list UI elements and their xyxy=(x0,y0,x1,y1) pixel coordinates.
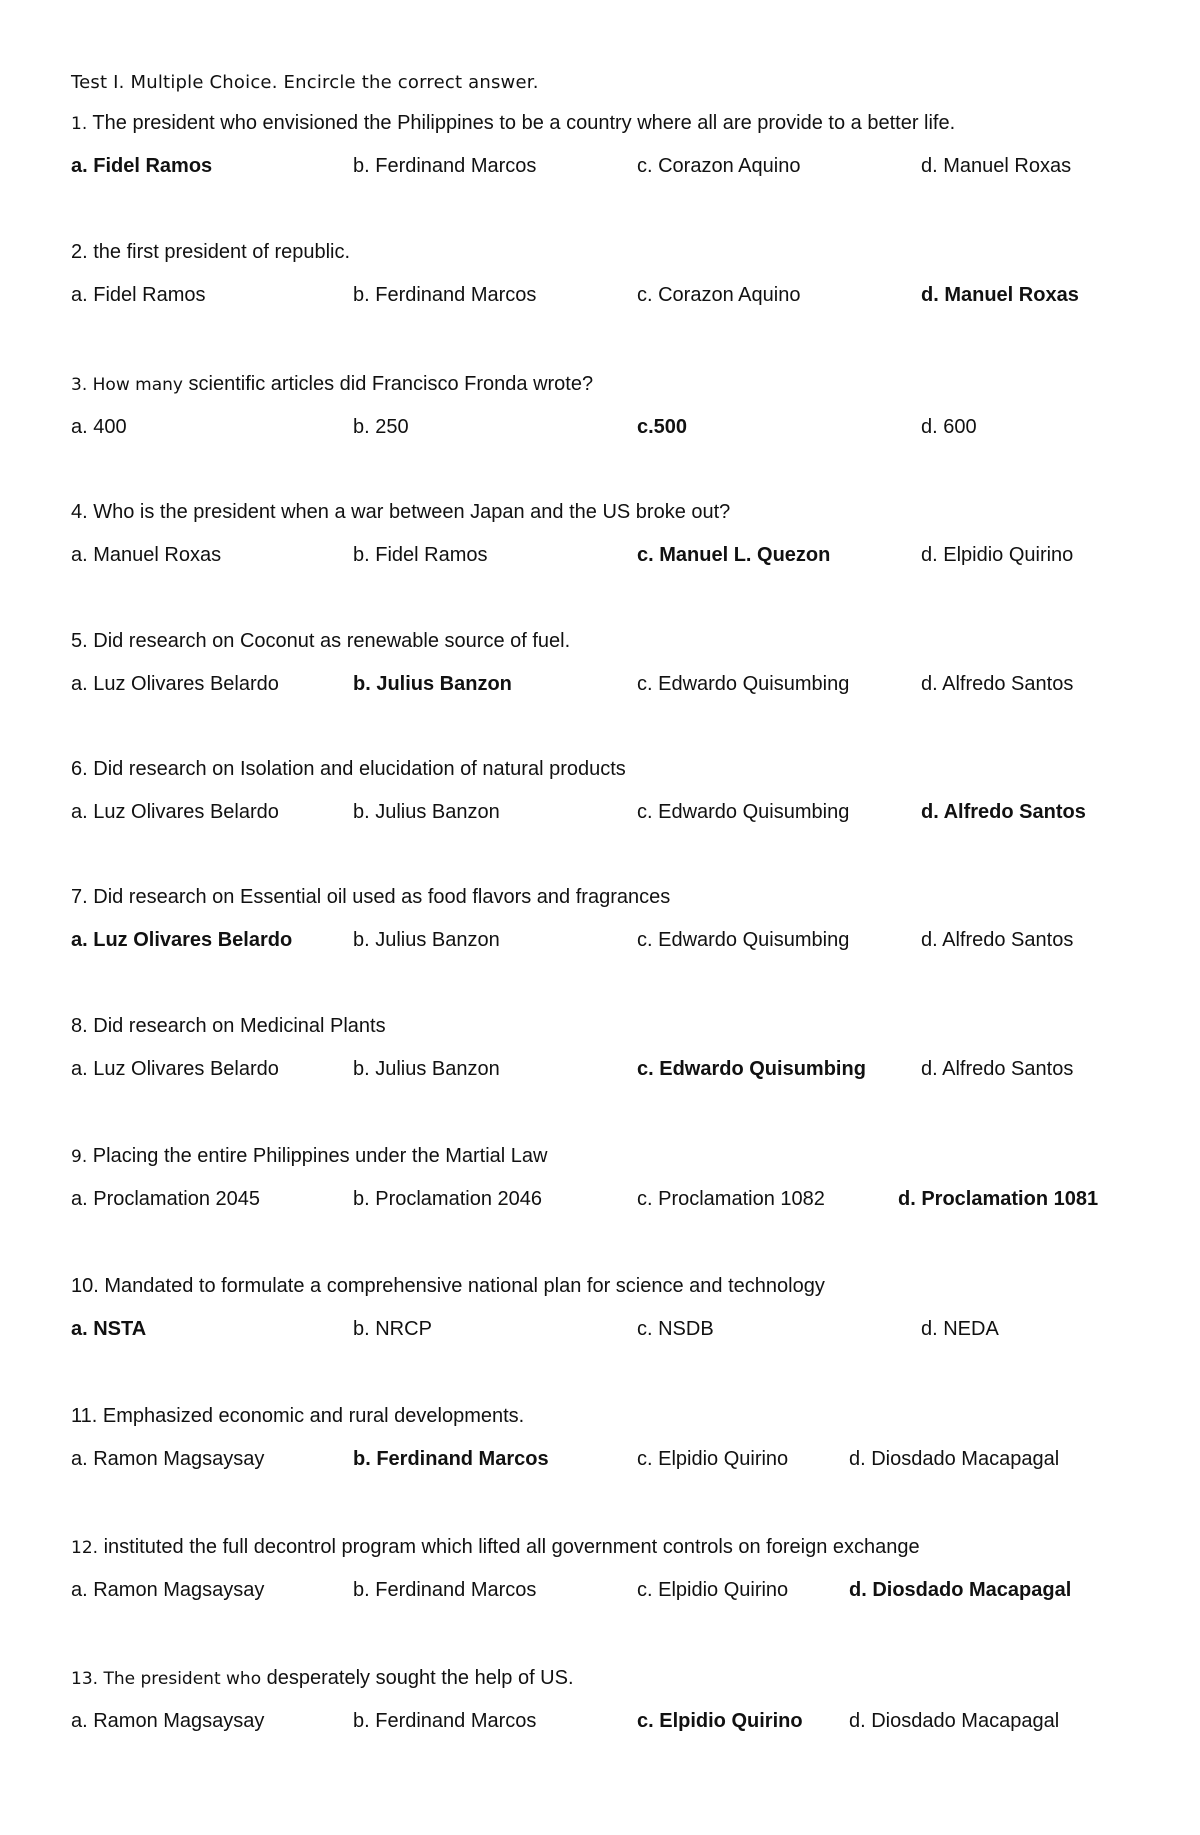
option-d[interactable]: d. Manuel Roxas xyxy=(921,284,1079,306)
option-d[interactable]: d. Alfredo Santos xyxy=(921,673,1074,695)
question-number: 4. xyxy=(71,501,88,523)
option-b[interactable]: b. Fidel Ramos xyxy=(353,544,488,566)
question-text xyxy=(71,886,670,909)
question-body: instituted the full decontrol program which lifted all government controls on foreign exchange xyxy=(98,1536,920,1558)
option-d[interactable]: d. Manuel Roxas xyxy=(921,155,1072,177)
option-a[interactable]: a. Luz Olivares Belardo xyxy=(71,929,293,951)
option-b[interactable]: b. Ferdinand Marcos xyxy=(353,1448,549,1470)
option-c[interactable]: c. Edwardo Quisumbing xyxy=(637,801,850,823)
option-b[interactable]: b. Ferdinand Marcos xyxy=(353,1579,537,1601)
option-a[interactable]: a. Ramon Magsaysay xyxy=(71,1448,265,1470)
question-body: The president who envisioned the Philippines to be a country where all are provide to a better life. xyxy=(87,112,956,134)
question-12 xyxy=(71,1536,1151,1616)
option-a[interactable]: a. Manuel Roxas xyxy=(71,544,222,566)
option-c[interactable]: c. Elpidio Quirino xyxy=(637,1579,789,1601)
option-a[interactable]: a. NSTA xyxy=(71,1318,147,1340)
question-body: Mandated to formulate a comprehensive national plan for science and technology xyxy=(98,1275,825,1297)
question-number: 5. xyxy=(71,630,88,652)
option-d[interactable]: d. Proclamation 1081 xyxy=(898,1188,1099,1210)
question-text xyxy=(71,1536,920,1559)
question-number: 2. xyxy=(71,241,88,263)
question-text xyxy=(71,1145,548,1168)
option-a[interactable]: a. Luz Olivares Belardo xyxy=(71,801,279,823)
question-body: Emphasized economic and rural developments. xyxy=(97,1405,525,1427)
option-a[interactable]: a. Luz Olivares Belardo xyxy=(71,1058,279,1080)
option-b[interactable]: b. Ferdinand Marcos xyxy=(353,155,537,177)
question-1 xyxy=(71,112,1151,192)
option-b[interactable]: b. Julius Banzon xyxy=(353,673,512,695)
question-number: 11. xyxy=(71,1405,98,1427)
question-10 xyxy=(71,1275,1151,1355)
option-c[interactable]: c. Edwardo Quisumbing xyxy=(637,929,850,951)
question-number: 1. xyxy=(71,114,88,134)
option-b[interactable]: b. NRCP xyxy=(353,1318,432,1340)
question-13 xyxy=(71,1667,1151,1747)
question-4 xyxy=(71,501,1151,581)
question-number: 8. xyxy=(71,1015,88,1037)
option-b[interactable]: b. Proclamation 2046 xyxy=(353,1188,543,1210)
question-number: 9. xyxy=(71,1147,88,1167)
option-d[interactable]: d. Alfredo Santos xyxy=(921,801,1086,823)
option-a[interactable]: a. Ramon Magsaysay xyxy=(71,1579,265,1601)
option-d[interactable]: d. NEDA xyxy=(921,1318,999,1340)
question-text xyxy=(71,1015,386,1038)
option-c[interactable]: c.500 xyxy=(637,416,688,438)
test-heading: Test I. Multiple Choice. Encircle the correct answer. xyxy=(71,72,539,93)
option-d[interactable]: d. Diosdado Macapagal xyxy=(849,1579,1072,1601)
question-body: the first president of republic. xyxy=(87,241,351,263)
question-body: Did research on Isolation and elucidation of natural products xyxy=(87,758,626,780)
question-lead: The president who xyxy=(98,1669,262,1689)
question-6 xyxy=(71,758,1151,838)
option-d[interactable]: d. Elpidio Quirino xyxy=(921,544,1074,566)
question-body: Did research on Coconut as renewable source of fuel. xyxy=(87,630,571,652)
option-d[interactable]: d. Alfredo Santos xyxy=(921,1058,1074,1080)
option-a[interactable]: a. Fidel Ramos xyxy=(71,155,213,177)
option-c[interactable]: c. Edwardo Quisumbing xyxy=(637,673,850,695)
option-a[interactable]: a. Ramon Magsaysay xyxy=(71,1710,265,1732)
option-d[interactable]: d. Diosdado Macapagal xyxy=(849,1710,1060,1732)
question-text xyxy=(71,373,593,396)
option-c[interactable]: c. Corazon Aquino xyxy=(637,284,801,306)
question-7 xyxy=(71,886,1151,966)
option-b[interactable]: b. Julius Banzon xyxy=(353,1058,500,1080)
question-3 xyxy=(71,373,1151,453)
question-body: desperately sought the help of US. xyxy=(261,1667,574,1689)
option-c[interactable]: c. Manuel L. Quezon xyxy=(637,544,831,566)
question-number: 7. xyxy=(71,886,88,908)
option-a[interactable]: a. 400 xyxy=(71,416,127,438)
question-number: 6. xyxy=(71,758,88,780)
option-c[interactable]: c. Edwardo Quisumbing xyxy=(637,1058,866,1080)
question-number: 12. xyxy=(71,1538,99,1558)
question-2 xyxy=(71,241,1151,321)
option-b[interactable]: b. Ferdinand Marcos xyxy=(353,284,537,306)
question-text xyxy=(71,241,350,264)
option-b[interactable]: b. Julius Banzon xyxy=(353,929,500,951)
question-8 xyxy=(71,1015,1151,1095)
option-a[interactable]: a. Fidel Ramos xyxy=(71,284,206,306)
option-c[interactable]: c. Elpidio Quirino xyxy=(637,1710,803,1732)
question-body: Did research on Medicinal Plants xyxy=(87,1015,386,1037)
option-c[interactable]: c. Corazon Aquino xyxy=(637,155,801,177)
option-b[interactable]: b. 250 xyxy=(353,416,409,438)
option-b[interactable]: b. Julius Banzon xyxy=(353,801,500,823)
question-number: 3. xyxy=(71,375,88,395)
question-body: scientific articles did Francisco Fronda wrote? xyxy=(182,373,594,395)
option-a[interactable]: a. Proclamation 2045 xyxy=(71,1188,261,1210)
question-text xyxy=(71,501,730,524)
question-lead: How many xyxy=(87,375,183,395)
question-text xyxy=(71,1405,524,1428)
question-body: Placing the entire Philippines under the Martial Law xyxy=(87,1145,548,1167)
question-9 xyxy=(71,1145,1151,1225)
question-text xyxy=(71,758,626,781)
question-body: Who is the president when a war between Japan and the US broke out? xyxy=(87,501,731,523)
option-c[interactable]: c. Elpidio Quirino xyxy=(637,1448,789,1470)
question-11 xyxy=(71,1405,1151,1485)
option-a[interactable]: a. Luz Olivares Belardo xyxy=(71,673,279,695)
option-c[interactable]: c. Proclamation 1082 xyxy=(637,1188,825,1210)
question-5 xyxy=(71,630,1151,710)
question-body: Did research on Essential oil used as food flavors and fragrances xyxy=(87,886,671,908)
option-d[interactable]: d. 600 xyxy=(921,416,977,438)
option-d[interactable]: d. Diosdado Macapagal xyxy=(849,1448,1060,1470)
question-text xyxy=(71,1275,825,1298)
option-d[interactable]: d. Alfredo Santos xyxy=(921,929,1074,951)
question-text xyxy=(71,1667,574,1690)
question-text xyxy=(71,112,955,135)
option-b[interactable]: b. Ferdinand Marcos xyxy=(353,1710,537,1732)
question-number: 10. xyxy=(71,1275,99,1297)
option-c[interactable]: c. NSDB xyxy=(637,1318,714,1340)
question-text xyxy=(71,630,570,653)
question-number: 13. xyxy=(71,1669,99,1689)
